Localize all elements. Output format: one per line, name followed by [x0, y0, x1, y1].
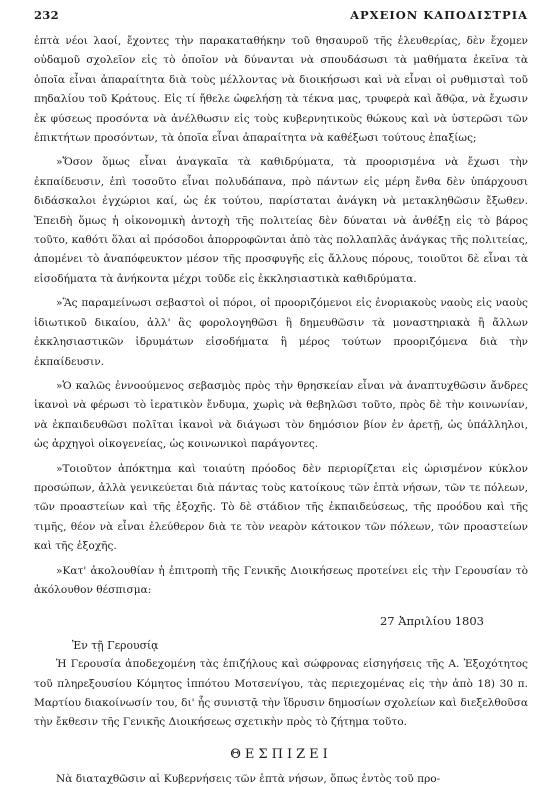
paragraph-2: »Ὅσον ὅμως εἶναι ἀναγκαῖα τὰ καθιδρύματα, τὰ προορισμένα νὰ ἔχωσι τὴν ἐκπαίδευσιν, ἐπὶ τοσοῦτο εἶναι πολυδάπανα, πρὸ πάντων εἰς μέρη ἔνθα δὲν ὑπάρχουσι διδάσκαλοι ἐγχώριοι καί, ὡς ἐκ τούτου, παρίσταται ἀνάγκη νὰ μετακληθῶσιν ἔξωθεν. Ἐπειδὴ ὅμως ἡ οἰκονομικὴ ἀντοχὴ τῆς πολιτείας δὲν δύναται νὰ ἀνθέξῃ εἰς τὸ βάρος τοῦτο, καθότι ὅλαι αἱ πρόσοδοι ἀπορροφῶνται ἀπὸ τὰς πολλαπλᾶς ἀνάγκας τῆς πολιτείας, ἀπομένει τὸ ἀναπόφευκτον μέσον τῆς προσφυγῆς εἰς ἄλλους πόρους, τοιοῦτοι δὲ εἶναι τὰ εἰσοδήματα τὰ ἀνήκοντα μέχρι τοῦδε εἰς ἐκκλησιαστικὰ καθιδρύματα.	[34, 156, 528, 285]
paragraph-4: »Ὁ καλῶς ἐννοούμενος σεβασμὸς πρὸς τὴν θρησκείαν εἶναι νὰ ἀναπτυχθῶσιν ἄνδρες ἱκανοὶ νὰ φέρωσι τὸ ἱερατικὸν ἔνδυμα, χωρὶς νὰ θεβηλῶσι τοῦτο, πρὸς δὲ τὴν κοινωνίαν, νὰ ἐκπαιδευθῶσι πολῖται ἱκανοὶ νὰ διάγωσι τὸν δημόσιον βίον ἐν ἀρετῇ, ὡς ὑπάλληλοι, ὡς ἀρχηγοὶ οἰκογενείας, ὡς κοινωνικοὶ παράγοντες.	[34, 379, 528, 451]
paragraph-6: »Κατ' ἀκολουθίαν ἡ ἐπιτροπὴ τῆς Γενικῆς Διοικήσεως προτείνει εἰς τὴν Γερουσίαν τὸ ἀκόλουθον θέσπισμα:	[34, 564, 528, 596]
senate-paragraph: Ἡ Γερουσία ἀποδεχομένη τὰς ἐπιζήλους καὶ σώφρονας εἰσηγήσεις τῆς Α. Ἐξοχότητος τοῦ πληρεξουσίου Κόμητος ἱππότου Μοτσενίγου, τὰς περιεχομένας εἰς τὴν ἀπὸ 18) 30 π. Μαρτίου διακοίνωσίν του, δι' ἧς συνιστᾷ τὴν ἵδρυσιν δημοσίων σχολείων καὶ διεξελθοῦσα τὴν ἔκθεσιν τῆς Γενικῆς Διοικήσεως σχετικὴν πρὸς τὸ ζήτημα τοῦτο.	[34, 658, 528, 729]
body-text	[34, 32, 528, 790]
paragraph-1: ἐπτὰ νέοι λαοί, ἔχοντες τὴν παρακαταθήκην τοῦ θησαυροῦ τῆς ἐλευθερίας, δὲν ἔχομεν οὐδαμοῦ σχολεῖον εἰς τὸ ὁποῖον νὰ δύνανται νὰ σπουδάσωσι τὰ μαθήματα ἐκεῖνα τὰ ὁποῖα εἶναι ἀπαραίτητα διὰ τοὺς μέλλοντας νὰ διοικήσωσι καὶ νὰ εἶναι οἱ ρυθμισταὶ τοῦ πηδαλίου τοῦ Κράτους. Εἰς τί ἤθελε ὠφελήσῃ τὰ τέκνα μας, τρυφερὰ καὶ ἄθῷα, νὰ ἔχωσιν ἐκ φύσεως προσόντα νὰ ἀνέλθωσιν εἰς τοὺς κυβερνητικοὺς θώκους καὶ νὰ ὑστερῶσι τῶν ἐπικτήτων προσόντων, τὰ ὁποῖα εἶναι ἀπαραίτητα νὰ καθέξωσι τούτους ἐπαξίως;	[34, 35, 528, 145]
page-number: 232	[34, 8, 59, 22]
paragraph-5: »Τοιοῦτον ἀπόκτημα καὶ τοιαύτη πρόοδος δὲν περιορίζεται εἰς ὡρισμένον κύκλον προσώπων, ἀλλὰ γενικεύεται διὰ πάντας τοὺς κατοίκους τῶν ἑπτὰ νήσων, τῶν τε πόλεων, τῶν προαστείων καὶ τῆς ἐξοχῆς. Τὸ δὲ στάδιον τῆς ἐκπαιδεύσεως, τῆς προόδου καὶ τῆς τιμῆς, θέον νὰ εἶναι ἐλεύθερον διὰ τε τὸν νεαρὸν κάτοικον τῶν πόλεων, τῶν προαστείων καὶ τῆς ἐξοχῆς.	[34, 462, 528, 553]
paragraph-3: »Ἂς παραμείνωσι σεβαστοὶ οἱ πόροι, οἱ προοριζόμενοι εἰς ἐνοριακοὺς ναοὺς εἰς ναοὺς ἰδιωτικοῦ δικαίου, ἀλλ' ἃς φορολογηθῶσι ἢ δημευθῶσιν τὰ μοναστηριακὰ ἢ ἄλλων ἐκκλησιαστικῶν ἱδρυμάτων εἰσοδήματα ἢ μέρος τούτων προοριζόμενα διὰ τὴν ἐκπαίδευσιν.	[34, 297, 528, 368]
salutation: Ἐν τῇ Γερουσίᾳ	[72, 638, 159, 652]
decree-heading: ΘΕΣΠΙΖΕΙ	[230, 746, 332, 762]
date-line: 27 Ἀπριλίου 1803	[379, 614, 484, 629]
running-title: ΑΡΧΕΙΟΝ ΚΑΠΟΔΙΣΤΡΙΑ	[350, 8, 528, 22]
document-page	[34, 8, 528, 795]
final-paragraph: Νὰ διαταχθῶσιν αἱ Κυβερνήσεις τῶν ἑπτὰ νήσων, ὅπως ἐντὸς τοῦ προ-	[56, 773, 441, 786]
page-header	[34, 8, 528, 28]
